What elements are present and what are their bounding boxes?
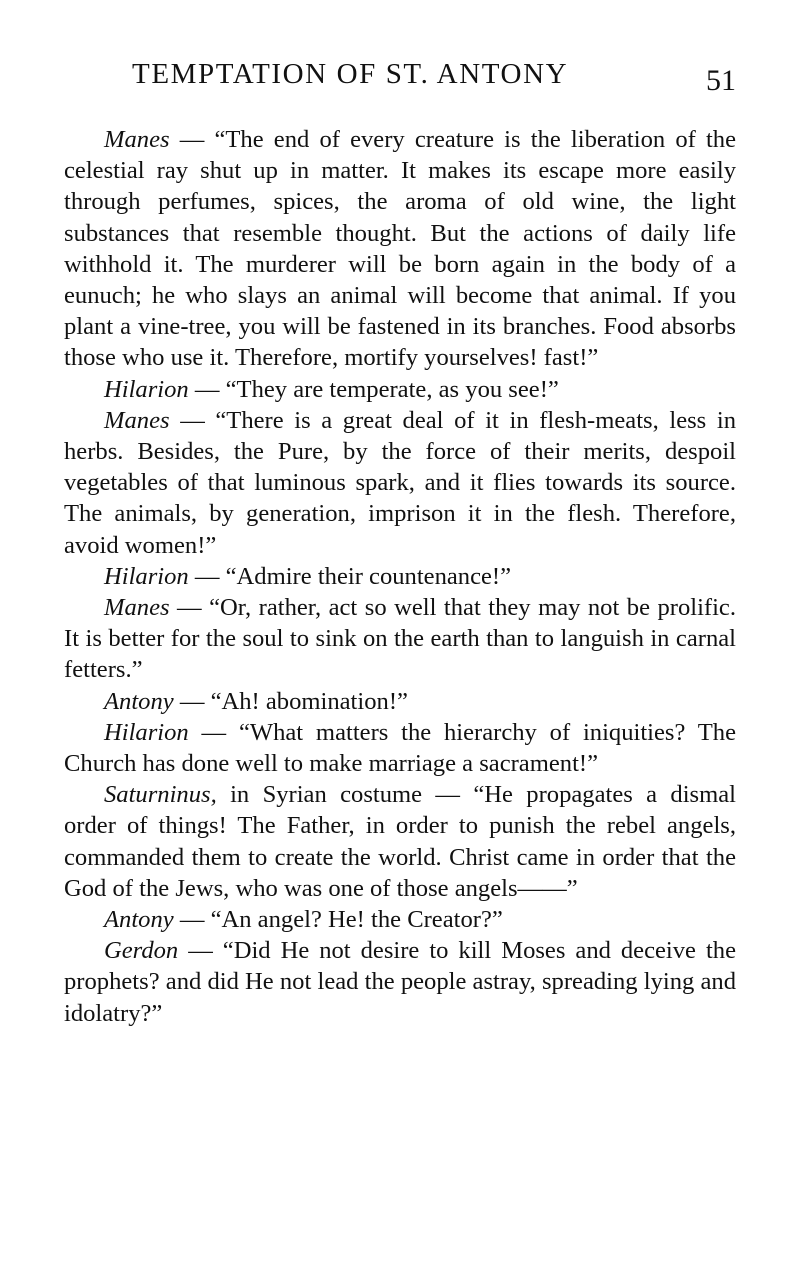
paragraph xyxy=(64,779,736,904)
body-text xyxy=(64,124,736,1029)
speaker-name: Hilarion xyxy=(104,375,189,403)
speaker-name: Antony xyxy=(104,906,174,934)
speech-text: “What matters the hierarchy of iniquities? The Church has done well to make marriage a sacrament!” xyxy=(64,718,736,778)
speaker-separator: — xyxy=(188,375,226,403)
speaker-separator: — xyxy=(169,406,216,434)
book-page xyxy=(64,52,736,1029)
speaker-separator: — xyxy=(173,687,211,715)
speaker-name: Manes xyxy=(104,594,170,622)
speaker-separator: — xyxy=(188,562,226,590)
page-number: 51 xyxy=(706,64,736,97)
speaker-name: Hilarion xyxy=(104,562,189,590)
speaker-name: Hilarion xyxy=(104,718,189,746)
paragraph xyxy=(64,686,736,717)
speech-text: “He propagates a dismal order of things! The Father, in order to punish the rebel angels, commanded them to create the world. Christ came in order that the God of the Jews, who was one of those angels——” xyxy=(64,781,737,902)
speaker-separator: — xyxy=(169,126,215,153)
speaker-name: Saturninus, xyxy=(104,781,217,809)
speaker-separator: — xyxy=(173,906,211,934)
speech-text: “There is a great deal of it in flesh-meats, less in herbs. Besides, the Pure, by the force of their merits, despoil vegetables of that luminous spark, and it flies towards its source. The animals, by generation, imprison it in the flesh. Therefore, avoid women!” xyxy=(64,406,736,559)
speaker-name: Manes xyxy=(104,126,170,153)
speaker-separator: in Syrian costume — xyxy=(216,781,474,809)
running-title: TEMPTATION OF ST. ANTONY xyxy=(132,58,569,90)
paragraph xyxy=(64,124,736,374)
paragraph xyxy=(64,717,736,779)
speaker-name: Gerdon xyxy=(104,937,179,965)
speech-text: “Admire their countenance!” xyxy=(225,562,512,590)
paragraph xyxy=(64,904,736,935)
paragraph xyxy=(64,405,736,561)
paragraph xyxy=(64,561,736,592)
paragraph xyxy=(64,935,736,1029)
speech-text: “Ah! abomination!” xyxy=(210,687,408,715)
speech-text: “They are temperate, as you see!” xyxy=(225,375,559,403)
speaker-name: Antony xyxy=(104,687,174,715)
speaker-separator: — xyxy=(188,718,239,746)
speaker-name: Manes xyxy=(104,406,170,434)
speech-text: “Or, rather, act so well that they may not be prolific. It is better for the soul to sink on the earth than to languish in carnal fetters.” xyxy=(64,594,737,684)
paragraph xyxy=(64,374,736,405)
speech-text: “Did He not desire to kill Moses and deceive the prophets? and did He not lead the people astray, spreading lying and idolatry?” xyxy=(64,937,736,1027)
paragraph xyxy=(64,592,736,686)
running-head xyxy=(64,52,736,96)
speech-text: “An angel? He! the Creator?” xyxy=(210,906,503,934)
speech-text: “The end of every creature is the liberation of the celestial ray shut up in matter. It makes its escape more easily through perfumes, spices, the aroma of old wine, the light substances that resemble thought. But the actions of daily life withhold it. The murderer will be born again in the body of a eunuch; he who slays an animal will become that animal. If you plant a vine-tree, you will be fastened in its branches. Food absorbs those who use it. Therefore, mortify yourselves! fast!” xyxy=(64,126,737,372)
speaker-separator: — xyxy=(178,937,223,965)
speaker-separator: — xyxy=(169,594,210,622)
